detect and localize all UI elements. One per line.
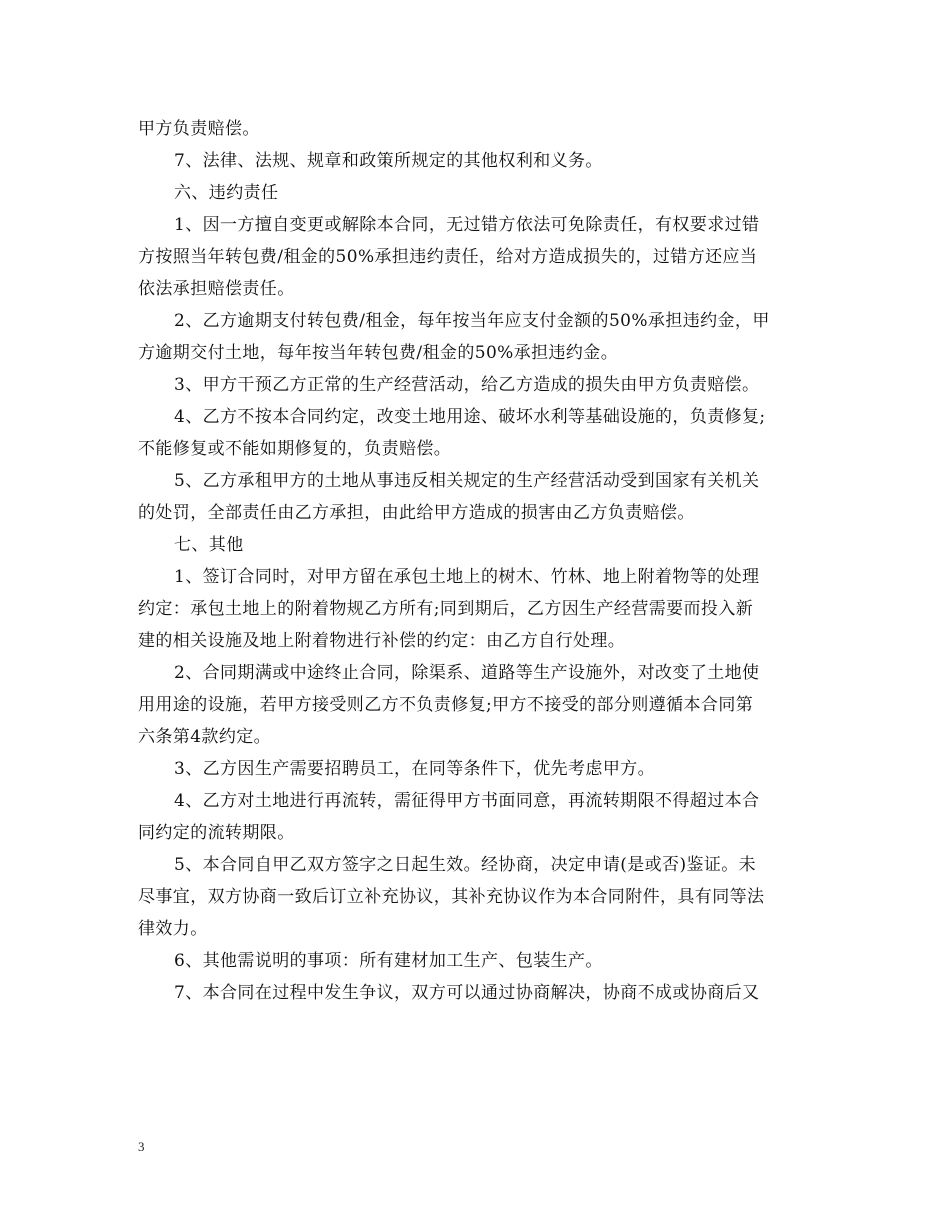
contract-paragraph — [138, 145, 814, 177]
text-line: 7、本合同在过程中发生争议，双方可以通过协商解决，协商不成或协商后又 — [174, 983, 760, 1003]
contract-paragraph — [138, 401, 814, 465]
contract-paragraph — [138, 529, 814, 561]
contract-paragraph — [138, 113, 814, 145]
contract-paragraph — [138, 369, 814, 401]
text-line: 7、法律、法规、规章和政策所规定的其他权利和义务。 — [174, 151, 603, 171]
text-line: 4、乙方不按本合同约定，改变土地用途、破坏水利等基础设施的，负责修复; — [174, 407, 766, 427]
contract-paragraph — [138, 945, 814, 977]
text-line: 2、乙方逾期支付转包费/租金，每年按当年应支付金额的50%承担违约金，甲 — [174, 311, 770, 331]
text-line: 甲方负责赔偿。 — [138, 119, 260, 139]
text-line: 律效力。 — [138, 919, 208, 939]
contract-paragraph — [138, 209, 814, 305]
contract-paragraph — [138, 657, 814, 753]
text-line: 3、乙方因生产需要招聘员工，在同等条件下，优先考虑甲方。 — [174, 759, 656, 779]
contract-paragraph — [138, 849, 814, 945]
contract-paragraph — [138, 977, 814, 1009]
contract-paragraph — [138, 177, 814, 209]
text-line: 建的相关设施及地上附着物进行补偿的约定：由乙方自行处理。 — [138, 631, 626, 651]
contract-paragraph — [138, 561, 814, 657]
text-line: 不能修复或不能如期修复的，负责赔偿。 — [138, 439, 452, 459]
contract-paragraph — [138, 785, 814, 849]
contract-paragraph — [138, 753, 814, 785]
text-line: 同约定的流转期限。 — [138, 823, 295, 843]
text-line: 6、其他需说明的事项：所有建材加工生产、包装生产。 — [174, 951, 603, 971]
text-line: 六条第4款约定。 — [138, 727, 272, 747]
text-line: 2、合同期满或中途终止合同，除渠系、道路等生产设施外，对改变了土地使 — [174, 663, 760, 683]
contract-paragraph — [138, 465, 814, 529]
text-line: 方按照当年转包费/租金的50%承担违约责任，给对方造成损失的，过错方还应当 — [138, 247, 758, 267]
page-number: 3 — [138, 1139, 145, 1154]
text-line: 尽事宜，双方协商一致后订立补充协议，其补充协议作为本合同附件，具有同等法 — [138, 887, 765, 907]
text-line: 六、违约责任 — [174, 183, 279, 203]
text-line: 1、因一方擅自变更或解除本合同，无过错方依法可免除责任，有权要求过错 — [174, 215, 760, 235]
text-line: 4、乙方对土地进行再流转，需征得甲方书面同意，再流转期限不得超过本合 — [174, 791, 760, 811]
text-line: 依法承担赔偿责任。 — [138, 279, 295, 299]
text-line: 方逾期交付土地，每年按当年转包费/租金的50%承担违约金。 — [138, 343, 619, 363]
contract-paragraph — [138, 305, 814, 369]
text-line: 用用途的设施，若甲方接受则乙方不负责修复;甲方不接受的部分则遵循本合同第 — [138, 695, 754, 715]
document-body — [138, 113, 814, 1009]
text-line: 1、签订合同时，对甲方留在承包土地上的树木、竹林、地上附着物等的处理 — [174, 567, 760, 587]
text-line: 约定：承包土地上的附着物规乙方所有;同到期后，乙方因生产经营需要而投入新 — [138, 599, 754, 619]
text-line: 5、乙方承租甲方的土地从事违反相关规定的生产经营活动受到国家有关机关 — [174, 471, 760, 491]
text-line: 的处罚，全部责任由乙方承担，由此给甲方造成的损害由乙方负责赔偿。 — [138, 503, 695, 523]
text-line: 七、其他 — [174, 535, 244, 555]
text-line: 5、本合同自甲乙双方签字之日起生效。经协商，决定申请(是或否)鉴证。未 — [174, 855, 757, 875]
text-line: 3、甲方干预乙方正常的生产经营活动，给乙方造成的损失由甲方负责赔偿。 — [174, 375, 760, 395]
